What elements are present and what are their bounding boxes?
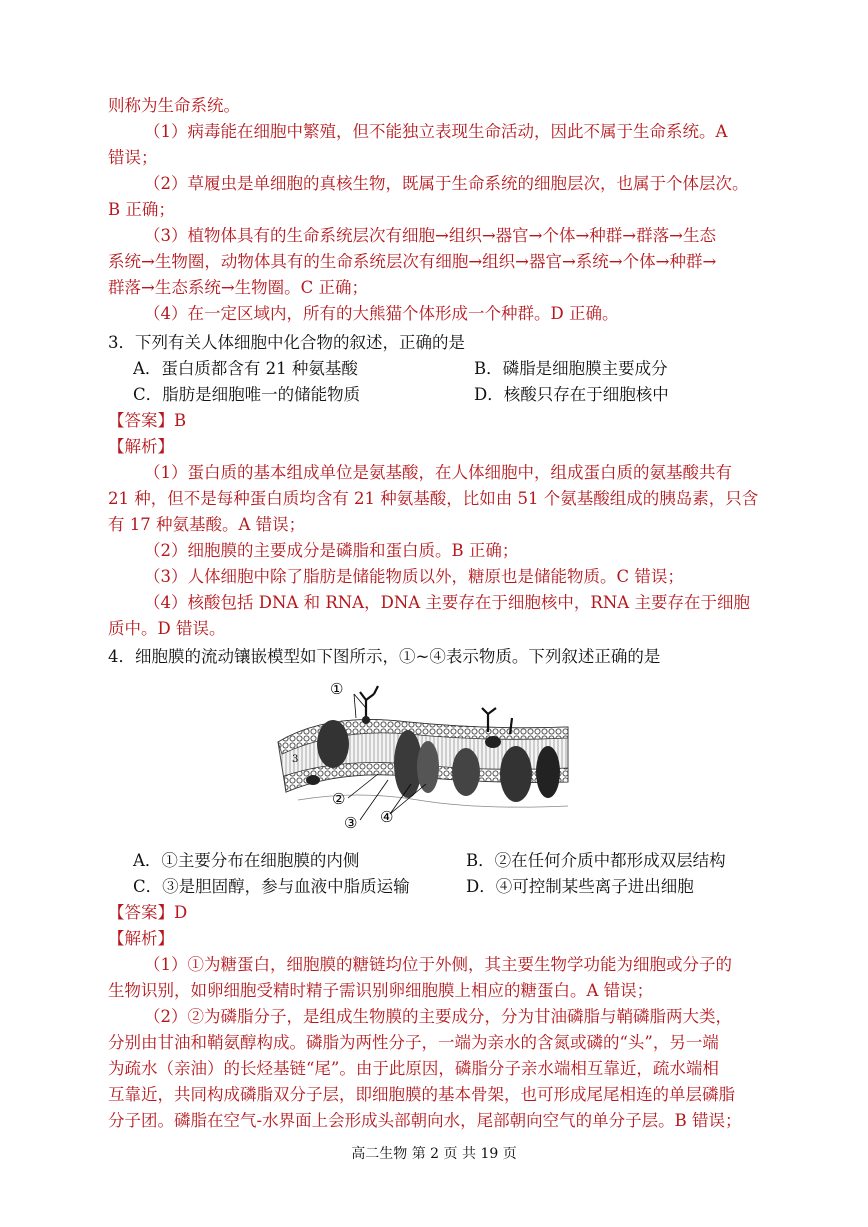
text-line: 错误； xyxy=(108,148,158,167)
question-4-stem: 4．细胞膜的流动镶嵌模型如下图所示，①~④表示物质。下列叙述正确的是 xyxy=(108,647,661,666)
text-line: 有 17 种氨基酸。A 错误； xyxy=(108,515,306,534)
text-line: 则称为生命系统。 xyxy=(108,96,240,115)
answer-label: 【答案】D xyxy=(108,903,188,922)
text-line: 为疏水（亲油）的长烃基链“尾”。由于此原因，磷脂分子亲水端相互靠近，疏水端相 xyxy=(108,1059,719,1078)
text-line: B 正确； xyxy=(108,200,175,219)
text-line: 互靠近，共同构成磷脂双分子层，即细胞膜的基本骨架，也可形成尾尾相连的单层磷脂 xyxy=(108,1085,735,1104)
figure-inner-label: 3 xyxy=(292,754,299,765)
text-line: （3）植物体具有的生命系统层次有细胞→组织→器官→个体→种群→群落→生态 xyxy=(144,226,716,245)
option-a: A．①主要分布在细胞膜的内侧 xyxy=(133,851,360,870)
text-line: 生物识别，如卵细胞受精时精子需识别卵细胞膜上相应的糖蛋白。A 错误； xyxy=(108,981,654,1000)
text-line: （4）核酸包括 DNA 和 RNA，DNA 主要存在于细胞核中，RNA 主要存在于细胞 xyxy=(144,593,750,612)
text-line: （2）细胞膜的主要成分是磷脂和蛋白质。B 正确； xyxy=(144,541,519,560)
text-line: （1）蛋白质的基本组成单位是氨基酸，在人体细胞中，组成蛋白质的氨基酸共有 xyxy=(144,463,732,482)
cell-membrane-figure xyxy=(268,672,578,842)
option-a: A．蛋白质都含有 21 种氨基酸 xyxy=(133,359,358,378)
text-line: 质中。D 错误。 xyxy=(108,619,226,638)
figure-label-4: ④ xyxy=(380,808,394,826)
option-d: D．④可控制某些离子进出细胞 xyxy=(466,877,694,896)
text-line: 系统→生物圈，动物体具有的生命系统层次有细胞→组织→器官→系统→个体→种群→ xyxy=(108,252,717,271)
analysis-label: 【解析】 xyxy=(108,437,174,456)
text-line: （2）草履虫是单细胞的真核生物，既属于生命系统的细胞层次，也属于个体层次。 xyxy=(144,174,749,193)
option-c: C．脂肪是细胞唯一的储能物质 xyxy=(133,385,361,404)
text-line: （1）①为糖蛋白，细胞膜的糖链均位于外侧，其主要生物学功能为细胞或分子的 xyxy=(144,955,732,974)
text-line: （1）病毒能在细胞中繁殖，但不能独立表现生命活动，因此不属于生命系统。A xyxy=(144,122,728,141)
text-line: 分子团。磷脂在空气-水界面上会形成头部朝向水，尾部朝向空气的单分子层。B 错误； xyxy=(108,1111,742,1130)
option-b: B．②在任何介质中都形成双层结构 xyxy=(466,851,726,870)
figure-label-2: ② xyxy=(332,790,346,808)
option-c: C．③是胆固醇，参与血液中脂质运输 xyxy=(133,877,410,896)
text-line: （2）②为磷脂分子，是组成生物膜的主要成分，分为甘油磷脂与鞘磷脂两大类， xyxy=(144,1007,732,1026)
analysis-label: 【解析】 xyxy=(108,929,174,948)
text-line: （4）在一定区域内，所有的大熊猫个体形成一个种群。D 正确。 xyxy=(144,304,619,323)
figure-label-3: ③ xyxy=(344,814,358,832)
option-d: D．核酸只存在于细胞核中 xyxy=(474,385,669,404)
page-footer: 高二生物 第 2 页 共 19 页 xyxy=(351,1146,517,1162)
figure-label-1: ① xyxy=(330,680,344,698)
text-line: 21 种，但不是每种蛋白质均含有 21 种氨基酸，比如由 51 个氨基酸组成的胰岛素，只含 xyxy=(108,489,759,508)
answer-label: 【答案】B xyxy=(108,411,187,430)
option-b: B．磷脂是细胞膜主要成分 xyxy=(474,359,668,378)
question-3-stem: 3．下列有关人体细胞中化合物的叙述，正确的是 xyxy=(108,333,465,352)
text-line: （3）人体细胞中除了脂肪是储能物质以外，糖原也是储能物质。C 错误； xyxy=(144,567,684,586)
text-line: 分别由甘油和鞘氨醇构成。磷脂为两性分子，一端为亲水的含氮或磷的“头”，另一端 xyxy=(108,1033,719,1052)
text-line: 群落→生态系统→生物圈。C 正确； xyxy=(108,278,369,297)
